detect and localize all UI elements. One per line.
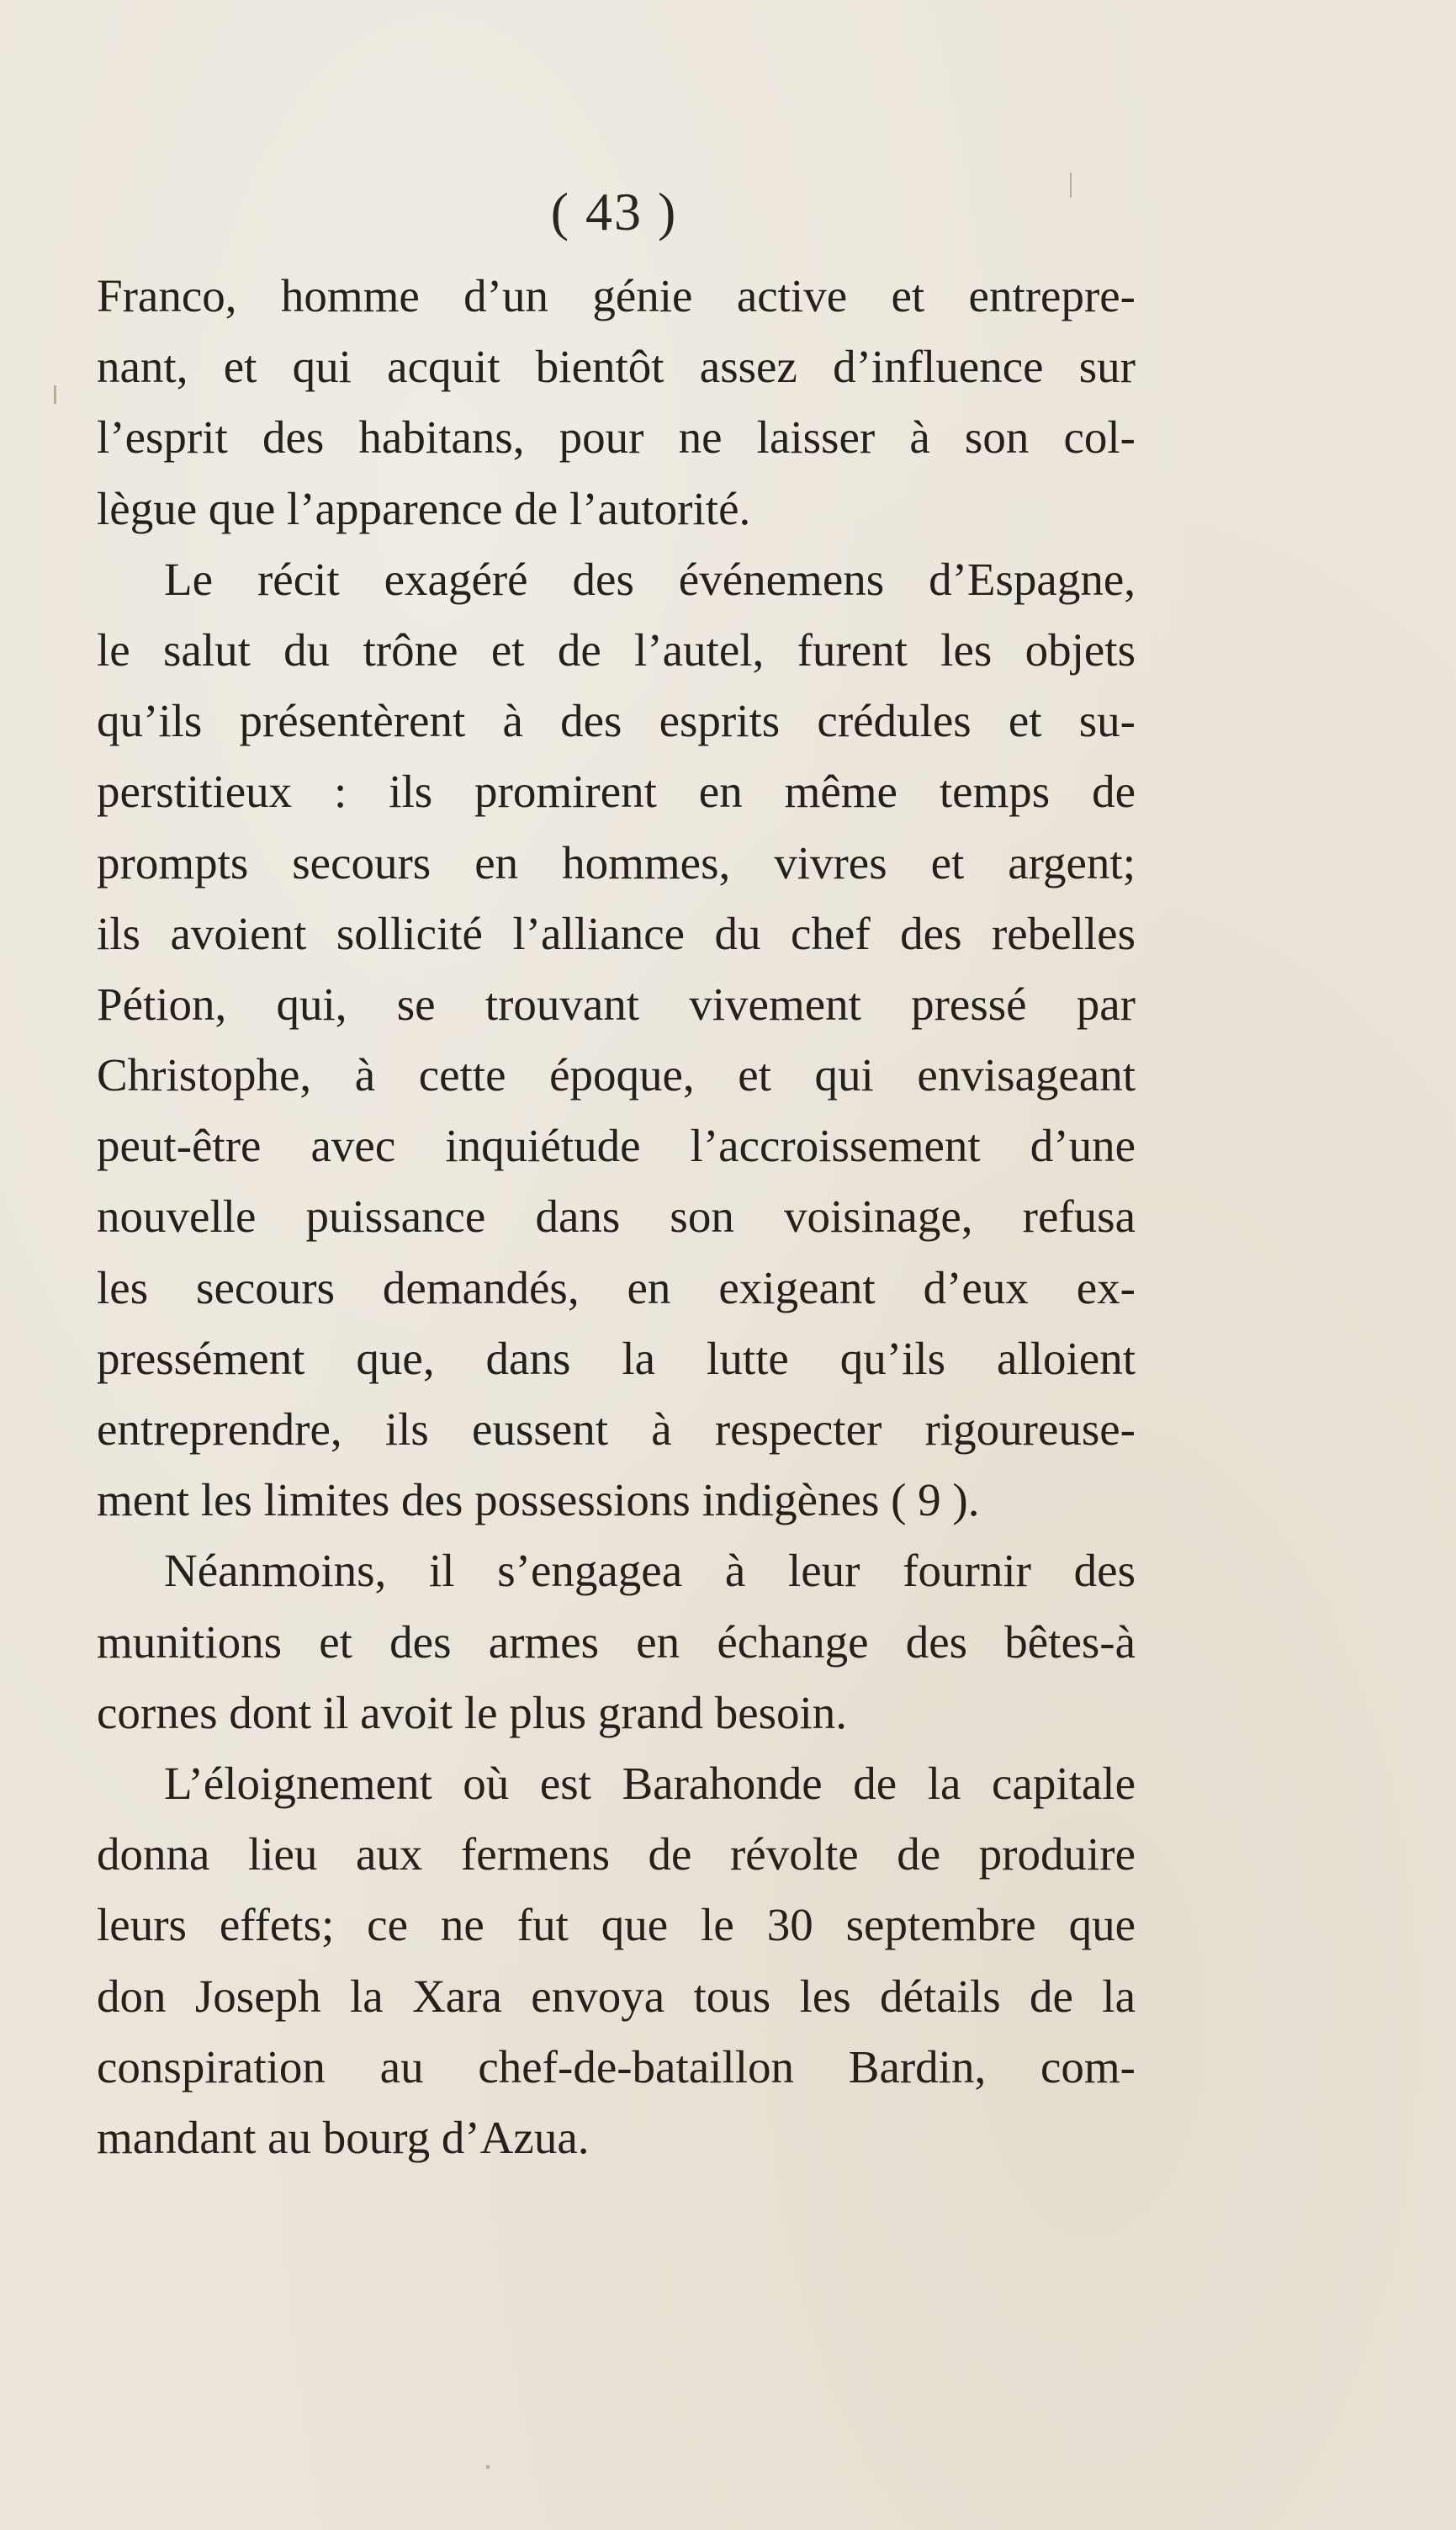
paper-speck <box>486 2465 490 2469</box>
text-line: donna lieu aux fermens de révolte de produire <box>97 1828 1136 1880</box>
page-number: ( 43 ) <box>550 182 678 241</box>
paragraph <box>97 544 1136 1536</box>
body-text <box>97 261 1136 2173</box>
text-line: l’esprit des habitans, pour ne laisser à son col- <box>97 411 1136 464</box>
text-line: ment les limites des possessions indigènes ( 9 ). <box>97 1474 980 1526</box>
text-line: pressément que, dans la lutte qu’ils alloient <box>97 1332 1136 1384</box>
text-line: lègue que l’apparence de l’autorité. <box>97 482 751 534</box>
paper-speck <box>54 385 56 404</box>
text-line: mandant au bourg d’Azua. <box>97 2111 590 2163</box>
text-line: munitions et des armes en échange des bêtes-à <box>97 1615 1136 1668</box>
text-line: entreprendre, ils eussent à respecter rigoureuse- <box>97 1403 1136 1455</box>
text-line: le salut du trône et de l’autel, furent les objets <box>97 623 1136 676</box>
text-line: ils avoient sollicité l’alliance du chef des rebelles <box>97 907 1136 959</box>
text-line: nant, et qui acquit bientôt assez d’influence sur <box>97 341 1136 393</box>
text-line: Le récit exagéré des événemens d’Espagne, <box>164 553 1136 605</box>
text-line: leurs effets; ce ne fut que le 30 septembre que <box>97 1899 1136 1951</box>
paper-speck <box>1070 172 1072 198</box>
paragraph <box>97 261 1136 544</box>
text-line: Néanmoins, il s’engagea à leur fournir des <box>164 1545 1136 1597</box>
text-line: perstitieux : ils promirent en même temps de <box>97 766 1136 818</box>
text-line: Franco, homme d’un génie active et entrepre- <box>97 270 1136 321</box>
text-line: peut-être avec inquiétude l’accroissement d’une <box>97 1120 1136 1172</box>
paragraph <box>97 1536 1136 1748</box>
text-line: Christophe, à cette époque, et qui envisageant <box>97 1049 1136 1101</box>
text-line: les secours demandés, en exigeant d’eux ex- <box>97 1261 1136 1313</box>
text-line: Pétion, qui, se trouvant vivement pressé par <box>97 978 1136 1030</box>
text-line: cornes dont il avoit le plus grand besoin. <box>97 1686 848 1738</box>
text-line: don Joseph la Xara envoya tous les détails de la <box>97 1970 1136 2022</box>
text-line: conspiration au chef-de-bataillon Bardin, com- <box>97 2040 1136 2092</box>
paragraph <box>97 1748 1136 2173</box>
text-line: prompts secours en hommes, vivres et argent; <box>97 836 1136 888</box>
text-line: qu’ils présentèrent à des esprits crédules et su- <box>97 695 1136 747</box>
text-line: L’éloignement où est Barahonde de la capitale <box>164 1757 1136 1809</box>
text-line: nouvelle puissance dans son voisinage, refusa <box>97 1191 1136 1243</box>
